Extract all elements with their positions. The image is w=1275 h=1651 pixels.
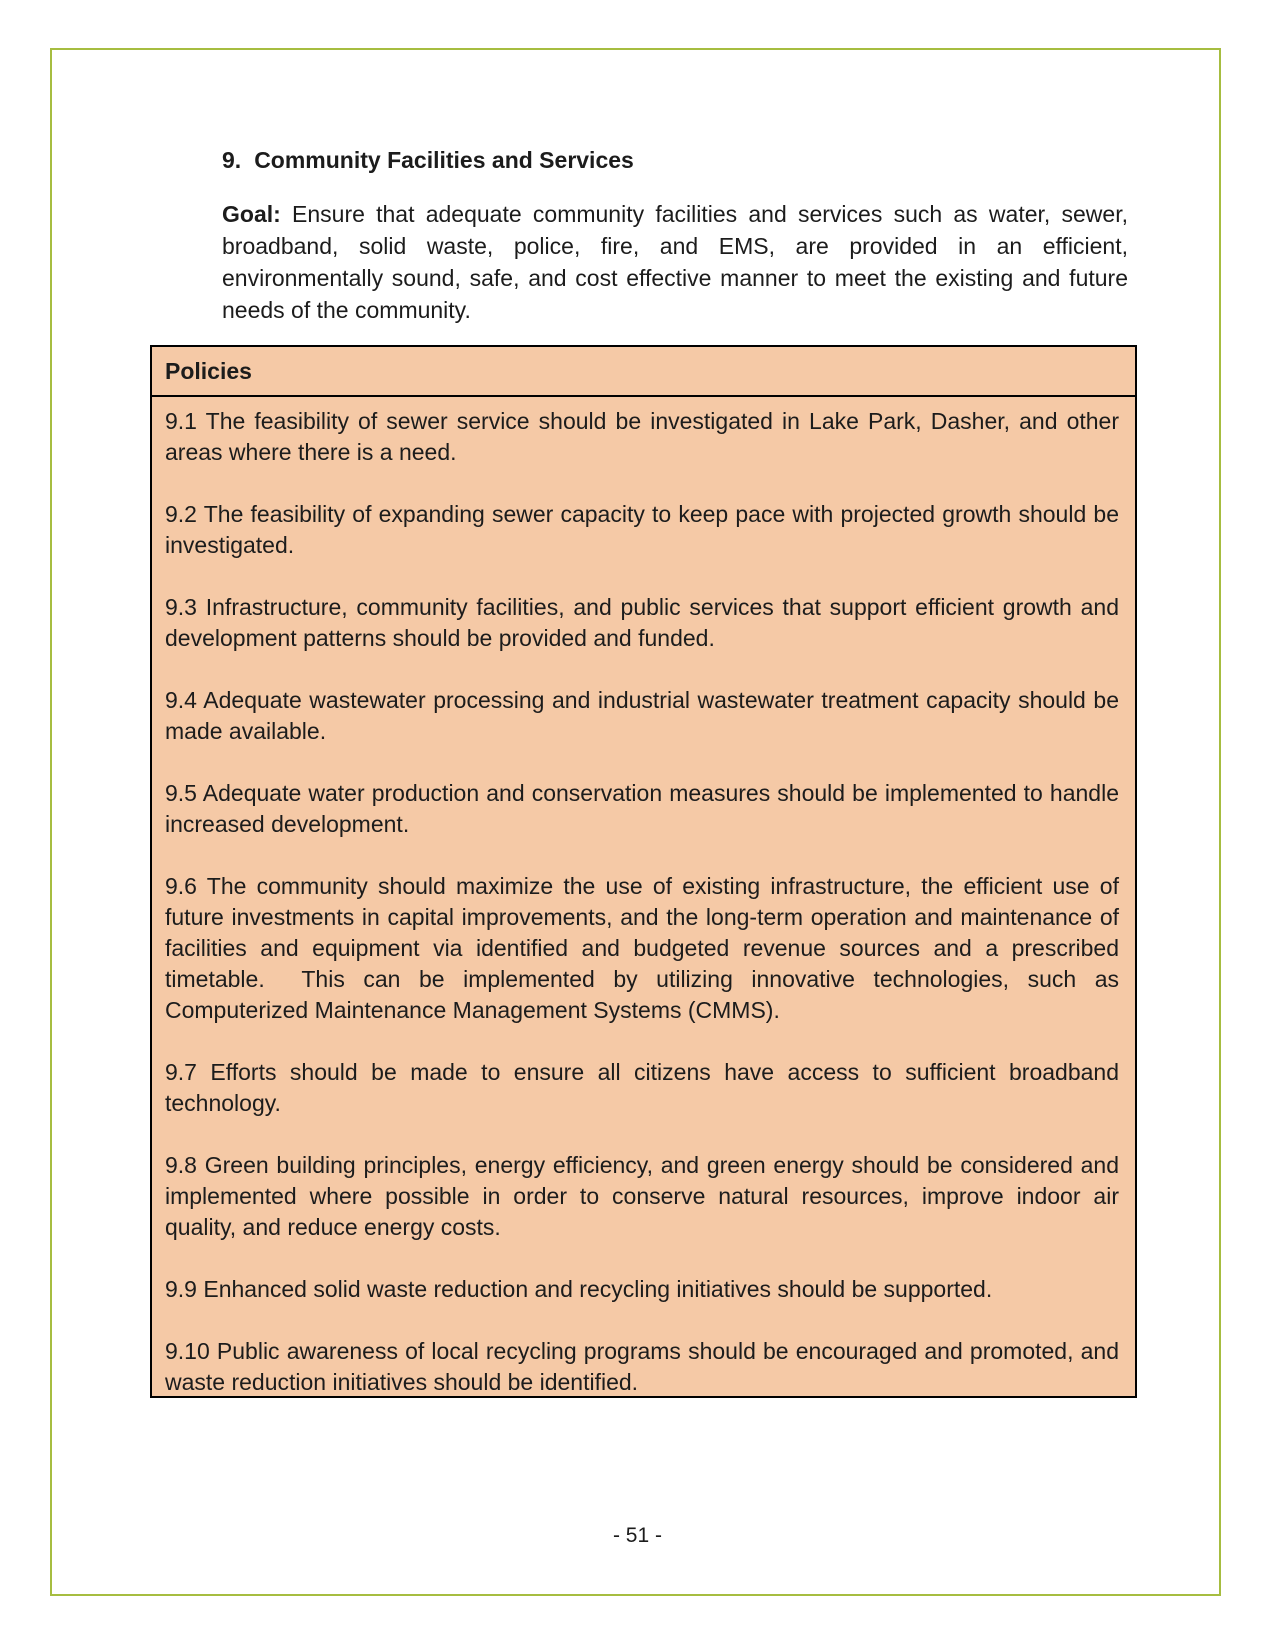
section-heading [222, 146, 634, 175]
policies-table-body [152, 397, 1135, 1398]
policy-item: 9.7 Efforts should be made to ensure all citizens have access to sufficient broadband technology. [165, 1059, 1119, 1116]
page-number: - 51 - [612, 1524, 662, 1547]
goal-label: Goal: [222, 201, 281, 227]
policies-table [150, 345, 1137, 1398]
section-number: 9. [222, 147, 242, 173]
policy-item: 9.10 Public awareness of local recycling programs should be encouraged and promoted, and waste reduction initiatives should be identified. [165, 1338, 1119, 1395]
policy-item: 9.6 The community should maximize the use of existing infrastructure, the efficient use of future investments in capital improvements, and the long-term operation and maintenance of facilities and equipment via identified and budgeted revenue sources and a prescribed timetable. This can be implemented by utilizing innovative technologies, such as Computerized Maintenance Management Systems (CMMS). [165, 873, 1119, 1023]
policy-item: 9.3 Infrastructure, community facilities, and public services that support efficient growth and development patterns should be provided and funded. [165, 594, 1119, 651]
policy-item: 9.5 Adequate water production and conservation measures should be implemented to handle increased development. [165, 780, 1119, 837]
policy-item: 9.1 The feasibility of sewer service should be investigated in Lake Park, Dasher, and other areas where there is a need. [165, 408, 1119, 465]
goal-paragraph [222, 198, 1128, 326]
policy-item: 9.8 Green building principles, energy efficiency, and green energy should be considered and implemented where possible in order to conserve natural resources, improve indoor air quality, and reduce energy costs. [165, 1152, 1119, 1240]
policy-item: 9.4 Adequate wastewater processing and industrial wastewater treatment capacity should be made available. [165, 687, 1119, 744]
policy-item: 9.2 The feasibility of expanding sewer capacity to keep pace with projected growth should be investigated. [165, 501, 1119, 558]
section-title: Community Facilities and Services [254, 147, 634, 173]
policies-table-header: Policies [152, 347, 1135, 397]
goal-text: Ensure that adequate community facilities and services such as water, sewer, broadband, solid waste, police, fire, and EMS, are provided in an efficient, environmentally sound, safe, and cost effective manner to meet the existing and future needs of the community. [222, 201, 1128, 323]
policy-item: 9.9 Enhanced solid waste reduction and recycling initiatives should be supported. [165, 1276, 993, 1302]
